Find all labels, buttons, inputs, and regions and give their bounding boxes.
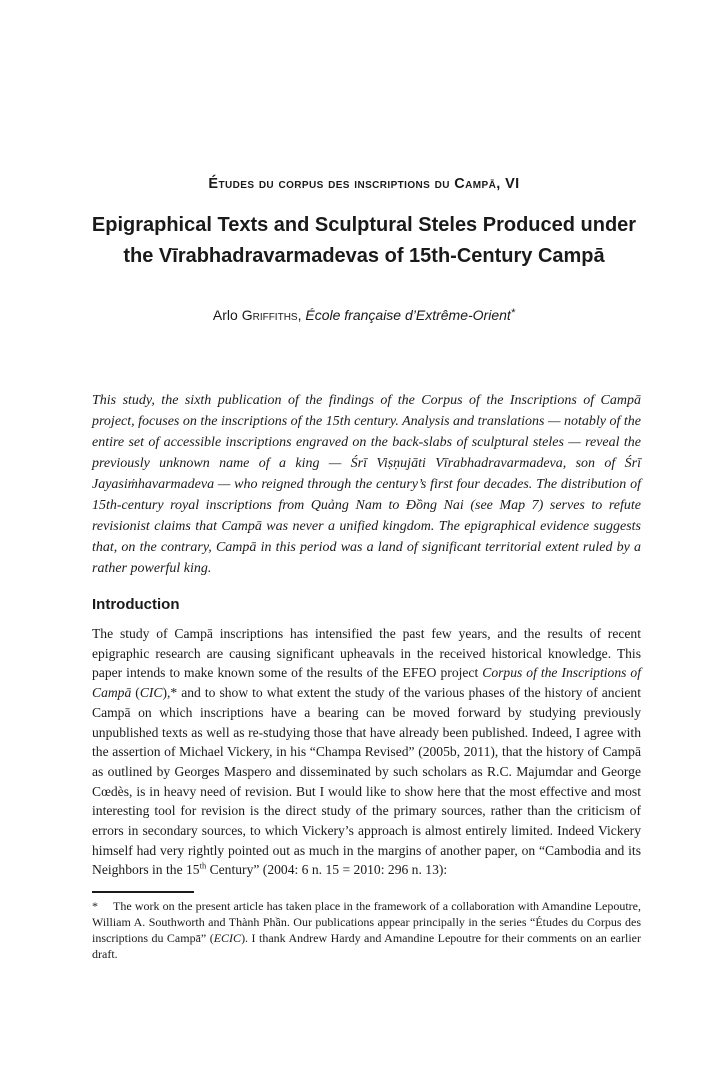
paper-title-line-2: the Vīrabhadravarmadevas of 15th-Century Campā xyxy=(123,245,605,267)
footnote-mark: * xyxy=(92,899,98,913)
author-first-name: Arlo xyxy=(212,307,242,323)
body-paragraph: The study of Campā inscriptions has intensified the past few years, and the results of recent epigraphic research are causing significant upheavals in the received historical knowledge. This paper intends to make known some of the results of the EFEO project Corpus of the Inscriptions of Campā (CIC),* and to show to what extent the study of the various phases of the history of ancient Campā on which inscriptions have a bearing can be moved forward by studying previously unpublished texts as well as re-studying those that have already been published. Indeed, I agree with the assertion of Michael Vickery, in his “Champa Revised” (2005b, 2011), that the history of Campā as outlined by Georges Maspero and disseminated by such scholars as R.C. Majumdar and George Cœdès, is in heavy need of revision. But I would like to show here that the most effective and most interesting tool for revision is the direct study of the primary sources, rather than the criticism of errors in secondary sources, to which Vickery’s approach is almost entirely limited. Indeed Vickery himself had very rightly pointed out as much in the margins of another paper, on “Cambodia and its Neighbors in the 15th Century” (2004: 6 n. 15 = 2010: 296 n. 13): xyxy=(92,626,641,878)
footnote-separator-rule xyxy=(92,891,194,893)
author-last-name: Griffiths xyxy=(241,307,298,323)
author-footnote-mark: * xyxy=(510,307,516,319)
author-line xyxy=(0,307,728,323)
footnote xyxy=(92,898,641,962)
author-affiliation: École française d’Extrême-Orient xyxy=(305,307,511,323)
series-header: Études du corpus des inscriptions du Campā, VI xyxy=(208,176,520,192)
author-separator: , xyxy=(297,307,306,323)
abstract-paragraph: This study, the sixth publication of the findings of the Corpus of the Inscriptions of Campā project, focuses on the inscriptions of the 15th century. Analysis and translations — notably of the entire set of accessible inscriptions engraved on the back-slabs of sculptural steles — reveal the previously unknown name of a king — Śrī Viṣṇujāti Vīrabhadravarmadeva, son of Śrī Jayasiṁhavarmadeva — who reigned through the century’s first four decades. The distribution of 15th-century royal inscriptions from Quảng Nam to Đồng Nai (see Map 7) serves to refute revisionist claims that Campā was never a unified kingdom. The epigraphical evidence suggests that, on the contrary, Campā in this period was a land of significant territorial extent ruled by a rather powerful king. xyxy=(92,393,641,576)
paper-title xyxy=(0,210,728,272)
paper-title-line-1: Epigraphical Texts and Sculptural Steles Produced under xyxy=(91,214,637,236)
footnote-text: The work on the present article has taken place in the framework of a collaboration with Amandine Lepoutre, William A. Southworth and Thành Phần. Our publications appear principally in the series “Études du Corpus des inscriptions du Campā” (ECIC). I thank Andrew Hardy and Amandine Lepoutre for their comments on an earlier draft. xyxy=(92,899,641,961)
section-heading-introduction: Introduction xyxy=(92,596,180,613)
